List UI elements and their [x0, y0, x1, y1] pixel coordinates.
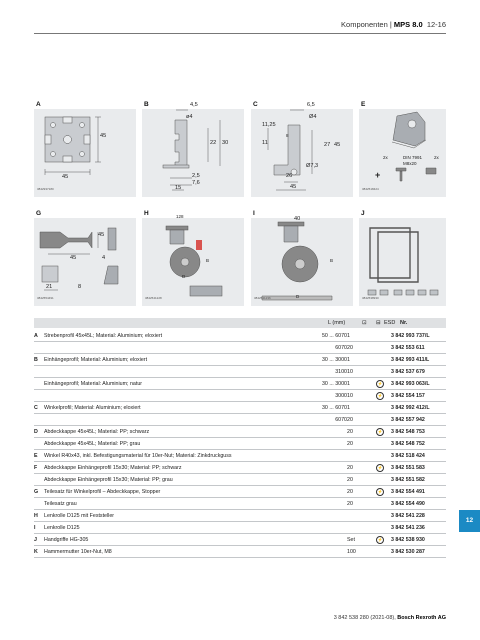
row-quantity — [347, 450, 369, 462]
e-note-qty2: 2x — [434, 155, 439, 160]
row-esd — [369, 402, 391, 414]
row-letter — [34, 378, 44, 390]
table-row — [34, 426, 446, 438]
row-part-number: 3 842 557 942 — [391, 414, 446, 426]
row-part-number: 3 842 530 287 — [391, 546, 446, 558]
table-row — [34, 522, 446, 534]
row-quantity: 1 — [347, 330, 369, 342]
end-cap-drawing — [40, 228, 118, 284]
row-esd — [369, 498, 391, 510]
esd-icon: ⚡ — [377, 464, 383, 470]
row-quantity: 100 — [347, 546, 369, 558]
row-description: Einhängeprofil; Material: Aluminium; natur — [44, 378, 299, 390]
row-letter — [34, 438, 44, 450]
angle-bracket-drawing — [392, 112, 436, 181]
row-part-number: 3 842 993 411/L — [391, 354, 446, 366]
figure-h-code: 3842541228 — [145, 296, 162, 300]
dim-h-2: B — [206, 258, 210, 263]
row-description — [44, 390, 299, 402]
dim-c-5: 27 — [324, 142, 331, 148]
dim-c-0: 6,5 — [307, 102, 315, 108]
dim-c-6: 45 — [334, 142, 341, 148]
table-row — [34, 354, 446, 366]
page-number: 12-16 — [426, 20, 446, 29]
row-letter — [34, 474, 44, 486]
row-length — [299, 498, 347, 510]
esd-icon: ⚡ — [377, 392, 383, 398]
figure-label-i: I — [253, 210, 255, 217]
row-description: Winkelprofil; Material: Aluminium; eloxiert — [44, 402, 299, 414]
row-part-number: 3 842 554 490 — [391, 498, 446, 510]
row-part-number: 3 842 553 611 — [391, 342, 446, 354]
row-length — [299, 474, 347, 486]
caster-drawing — [262, 222, 332, 300]
row-part-number: 3 842 993 737/L — [391, 330, 446, 342]
table-row — [34, 450, 446, 462]
row-esd — [369, 450, 391, 462]
row-letter — [34, 366, 44, 378]
table-row — [34, 510, 446, 522]
dim-a-height: 45 — [100, 133, 107, 139]
dim-i-0: 40 — [294, 216, 301, 222]
row-letter: B — [34, 354, 44, 366]
figure-label-b: B — [144, 101, 149, 108]
row-part-number: 3 842 537 679 — [391, 366, 446, 378]
row-quantity: 20 — [347, 486, 369, 498]
dim-c-8: 26 — [286, 173, 293, 179]
dim-b-1: ø4 — [186, 114, 193, 120]
figure-a-code: 3842937180 — [37, 187, 54, 191]
row-esd — [369, 486, 391, 498]
row-quantity: 20 — [347, 498, 369, 510]
table-row — [34, 402, 446, 414]
dim-g-0: 45 — [70, 255, 77, 261]
figure-label-a: A — [36, 101, 41, 108]
dim-h-0: 128 — [176, 214, 184, 219]
row-esd — [369, 330, 391, 342]
row-part-number: 3 842 993 063/L — [391, 378, 446, 390]
row-part-number: 3 842 992 412/L — [391, 402, 446, 414]
row-description: Abdeckkappe Einhängeprofil 15x30; Material: PP; schwarz — [44, 462, 299, 474]
row-description: Lenkrolle D125 mit Feststeller — [44, 510, 299, 522]
figure-e-code: 3842518424 — [362, 187, 379, 191]
doc-number: 3 842 538 280 (2021-08), — [333, 615, 398, 621]
parts-table — [34, 330, 446, 558]
dim-c-3: 11 — [262, 140, 268, 146]
figure-label-h: H — [144, 210, 149, 217]
package-icon: ⊟ — [376, 320, 381, 326]
dim-b-0: 4,5 — [190, 102, 198, 108]
row-letter — [34, 342, 44, 354]
row-esd — [369, 510, 391, 522]
row-description: Lenkrolle D125 — [44, 522, 299, 534]
table-row — [34, 342, 446, 354]
dim-b-3: 30 — [222, 140, 229, 146]
table-row — [34, 366, 446, 378]
table-row — [34, 330, 446, 342]
table-row — [34, 438, 446, 450]
row-length — [299, 534, 347, 546]
row-length — [299, 522, 347, 534]
row-length — [299, 438, 347, 450]
dim-b-6: 15 — [175, 185, 182, 191]
dim-b-4: 2,5 — [192, 173, 200, 179]
row-letter: I — [34, 522, 44, 534]
row-esd — [369, 342, 391, 354]
row-part-number: 3 842 548 753 — [391, 426, 446, 438]
row-quantity: 20 — [347, 438, 369, 450]
row-esd — [369, 378, 391, 390]
row-esd — [369, 522, 391, 534]
row-description — [44, 414, 299, 426]
row-quantity: 20 — [347, 474, 369, 486]
row-esd — [369, 390, 391, 402]
row-letter: J — [34, 534, 44, 546]
e-note-din: DIN 7991 — [403, 155, 423, 160]
row-quantity: 1 — [347, 378, 369, 390]
product-name: MPS 8.0 — [393, 20, 423, 29]
row-quantity — [347, 522, 369, 534]
figure-label-j: J — [361, 210, 365, 217]
strut-profile-drawing — [45, 117, 90, 162]
row-length: 3000 — [299, 390, 347, 402]
row-letter: K — [34, 546, 44, 558]
row-part-number: 3 842 538 930 — [391, 534, 446, 546]
figure-g-code: 3842554491 — [37, 296, 54, 300]
table-header — [34, 318, 446, 328]
row-length — [299, 462, 347, 474]
handles-parts-drawing — [368, 290, 438, 295]
row-letter — [34, 498, 44, 510]
row-quantity: 10 — [347, 390, 369, 402]
row-esd — [369, 354, 391, 366]
row-part-number: 3 842 554 157 — [391, 390, 446, 402]
table-row — [34, 486, 446, 498]
dim-g-4: 8 — [78, 284, 82, 290]
figure-label-c: C — [253, 101, 258, 108]
dim-b-5: 7,6 — [192, 180, 200, 186]
dim-c-1: Ø4 — [309, 114, 317, 120]
esd-icon: ⚡ — [377, 488, 383, 494]
row-description: Handgriffe HG-305 — [44, 534, 299, 546]
figure-label-e: E — [361, 101, 366, 108]
row-quantity: 20 — [347, 414, 369, 426]
dim-g-3: 21 — [46, 284, 53, 290]
row-letter: C — [34, 402, 44, 414]
row-length: 50 ... 6070 — [299, 330, 347, 342]
row-letter: H — [34, 510, 44, 522]
row-quantity: 20 — [347, 342, 369, 354]
figure-label-g: G — [36, 210, 42, 217]
row-length: 30 ... 6070 — [299, 402, 347, 414]
length-icon: ⊡ — [362, 320, 367, 326]
table-row — [34, 534, 446, 546]
row-length — [299, 486, 347, 498]
row-description: Teilesatz für Winkelprofil – Abdeckkappe, Stopper — [44, 486, 299, 498]
row-quantity — [347, 510, 369, 522]
dim-g-2: 4 — [102, 255, 106, 261]
table-row — [34, 498, 446, 510]
row-length: 30 ... 3000 — [299, 354, 347, 366]
row-length — [299, 426, 347, 438]
row-part-number: 3 842 548 752 — [391, 438, 446, 450]
dim-c-7: Ø7,3 — [306, 163, 319, 169]
section-title: Komponenten | — [341, 20, 394, 29]
row-length — [299, 450, 347, 462]
row-letter: F — [34, 462, 44, 474]
row-letter — [34, 390, 44, 402]
row-letter — [34, 414, 44, 426]
row-quantity: 1 — [347, 402, 369, 414]
dim-i-2: B — [330, 258, 334, 263]
col-esd: ESD — [384, 320, 396, 326]
e-note-screw: M8x20 — [403, 161, 417, 166]
brand-name: Bosch Rexroth AG — [397, 615, 446, 621]
row-length — [299, 510, 347, 522]
dim-b-2: 22 — [210, 140, 217, 146]
row-description: Abdeckkappe 45x45L; Material: PP; schwarz — [44, 426, 299, 438]
esd-icon: ⚡ — [377, 380, 383, 386]
hang-profile-drawing — [163, 120, 189, 168]
row-esd — [369, 474, 391, 486]
dim-c-4: 8 — [286, 133, 289, 138]
row-part-number: 3 842 541 236 — [391, 522, 446, 534]
row-part-number: 3 842 551 582 — [391, 474, 446, 486]
row-esd — [369, 534, 391, 546]
caster-brake-drawing — [166, 226, 222, 296]
esd-icon: ⚡ — [377, 536, 383, 542]
row-esd — [369, 414, 391, 426]
row-letter: A — [34, 330, 44, 342]
row-part-number: 3 842 551 583 — [391, 462, 446, 474]
chapter-tab[interactable]: 12 — [459, 510, 480, 532]
row-esd — [369, 546, 391, 558]
e-note-qty: 2x — [383, 155, 388, 160]
dim-g-1: 45 — [98, 232, 105, 238]
row-quantity: 20 — [347, 462, 369, 474]
row-length: 30 ... 3000 — [299, 378, 347, 390]
row-part-number: 3 842 541 228 — [391, 510, 446, 522]
table-row — [34, 414, 446, 426]
dim-i-1: D — [296, 294, 300, 299]
row-length: 6070 — [299, 342, 347, 354]
row-description — [44, 366, 299, 378]
row-esd — [369, 438, 391, 450]
dim-h-1: D — [182, 274, 186, 279]
table-row — [34, 546, 446, 558]
row-quantity: 1 — [347, 354, 369, 366]
page-footer — [334, 615, 446, 621]
row-esd — [369, 426, 391, 438]
figure-j-code: 3842538930 — [362, 296, 379, 300]
table-row — [34, 378, 446, 390]
row-description — [44, 342, 299, 354]
row-quantity: 10 — [347, 366, 369, 378]
row-part-number: 3 842 554 491 — [391, 486, 446, 498]
row-esd — [369, 366, 391, 378]
row-description: Winkel R40x43, inkl. Befestigungsmaterial für 10er-Nut; Material: Zinkdruckguss — [44, 450, 299, 462]
row-quantity: 20 — [347, 426, 369, 438]
row-length: 3100 — [299, 366, 347, 378]
table-row — [34, 390, 446, 402]
col-nr: Nr. — [400, 320, 408, 326]
row-description: Teilesatz grau — [44, 498, 299, 510]
dim-c-9: 45 — [290, 184, 297, 190]
row-length: 6070 — [299, 414, 347, 426]
row-description: Strebenprofil 45x45L; Material: Aluminium; eloxiert — [44, 330, 299, 342]
handles-drawing — [370, 228, 418, 282]
table-row — [34, 474, 446, 486]
row-description: Abdeckkappe 45x45L; Material: PP; grau — [44, 438, 299, 450]
row-letter: G — [34, 486, 44, 498]
table-row — [34, 462, 446, 474]
row-description: Abdeckkappe Einhängeprofil 15x30; Material: PP; grau — [44, 474, 299, 486]
plus-icon: + — [375, 170, 381, 180]
row-length — [299, 546, 347, 558]
esd-icon: ⚡ — [377, 428, 383, 434]
col-length: L (mm) — [328, 320, 346, 326]
dim-a-width: 45 — [62, 174, 69, 180]
row-description: Einhängeprofil; Material: Aluminium; eloxiert — [44, 354, 299, 366]
row-part-number: 3 842 518 424 — [391, 450, 446, 462]
row-esd — [369, 462, 391, 474]
dim-c-2: 11,25 — [262, 122, 276, 128]
figure-i-code: 3842541236 — [254, 296, 271, 300]
row-description: Hammermutter 10er-Nut, M8 — [44, 546, 299, 558]
row-letter: D — [34, 426, 44, 438]
row-quantity: Set — [347, 534, 369, 546]
row-letter: E — [34, 450, 44, 462]
